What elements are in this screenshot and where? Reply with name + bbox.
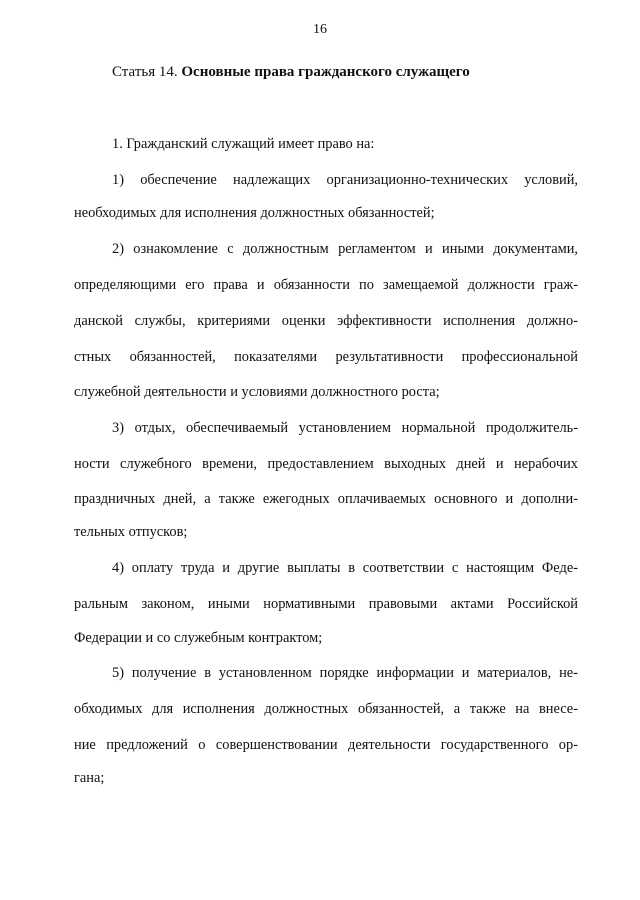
item-1-line-2: необходимых для исполнения должностных обязанностей; xyxy=(74,205,435,221)
item-4-line-1: 4) оплату труда и другие выплаты в соответствии с настоящим Феде- xyxy=(112,560,578,576)
item-3-line-2: ности служебного времени, предоставлением выходных дней и нерабочих xyxy=(74,456,578,472)
item-1-line-1: 1) обеспечение надлежащих организационно-технических условий, xyxy=(112,172,578,188)
item-2-line-1: 2) ознакомление с должностным регламентом и иными документами, xyxy=(112,241,578,257)
item-2-line-3: данской службы, критериями оценки эффективности исполнения должно- xyxy=(74,313,578,329)
page-number: 16 xyxy=(313,22,327,37)
item-5-line-4: гана; xyxy=(74,770,105,786)
item-4-line-2: ральным законом, иными нормативными правовыми актами Российской xyxy=(74,596,578,612)
article-title: Основные права гражданского служащего xyxy=(181,64,470,80)
item-3-line-1: 3) отдых, обеспечиваемый установлением нормальной продолжитель- xyxy=(112,420,578,436)
item-5-line-1: 5) получение в установленном порядке информации и материалов, не- xyxy=(112,665,578,681)
article-heading xyxy=(112,64,470,81)
item-3-line-4: тельных отпусков; xyxy=(74,524,188,540)
item-5-line-2: обходимых для исполнения должностных обязанностей, а также на внесе- xyxy=(74,701,578,717)
item-2-line-5: служебной деятельности и условиями должностного роста; xyxy=(74,384,440,400)
item-2-line-4: стных обязанностей, показателями результативности профессиональной xyxy=(74,349,578,365)
article-label: Статья 14. xyxy=(112,64,178,80)
item-5-line-3: ние предложений о совершенствовании деятельности государственного ор- xyxy=(74,737,578,753)
item-2-line-2: определяющими его права и обязанности по замещаемой должности граж- xyxy=(74,277,578,293)
item-3-line-3: праздничных дней, а также ежегодных оплачиваемых основного и дополни- xyxy=(74,491,578,507)
intro-line: 1. Гражданский служащий имеет право на: xyxy=(112,136,375,152)
item-4-line-3: Федерации и со служебным контрактом; xyxy=(74,630,323,646)
